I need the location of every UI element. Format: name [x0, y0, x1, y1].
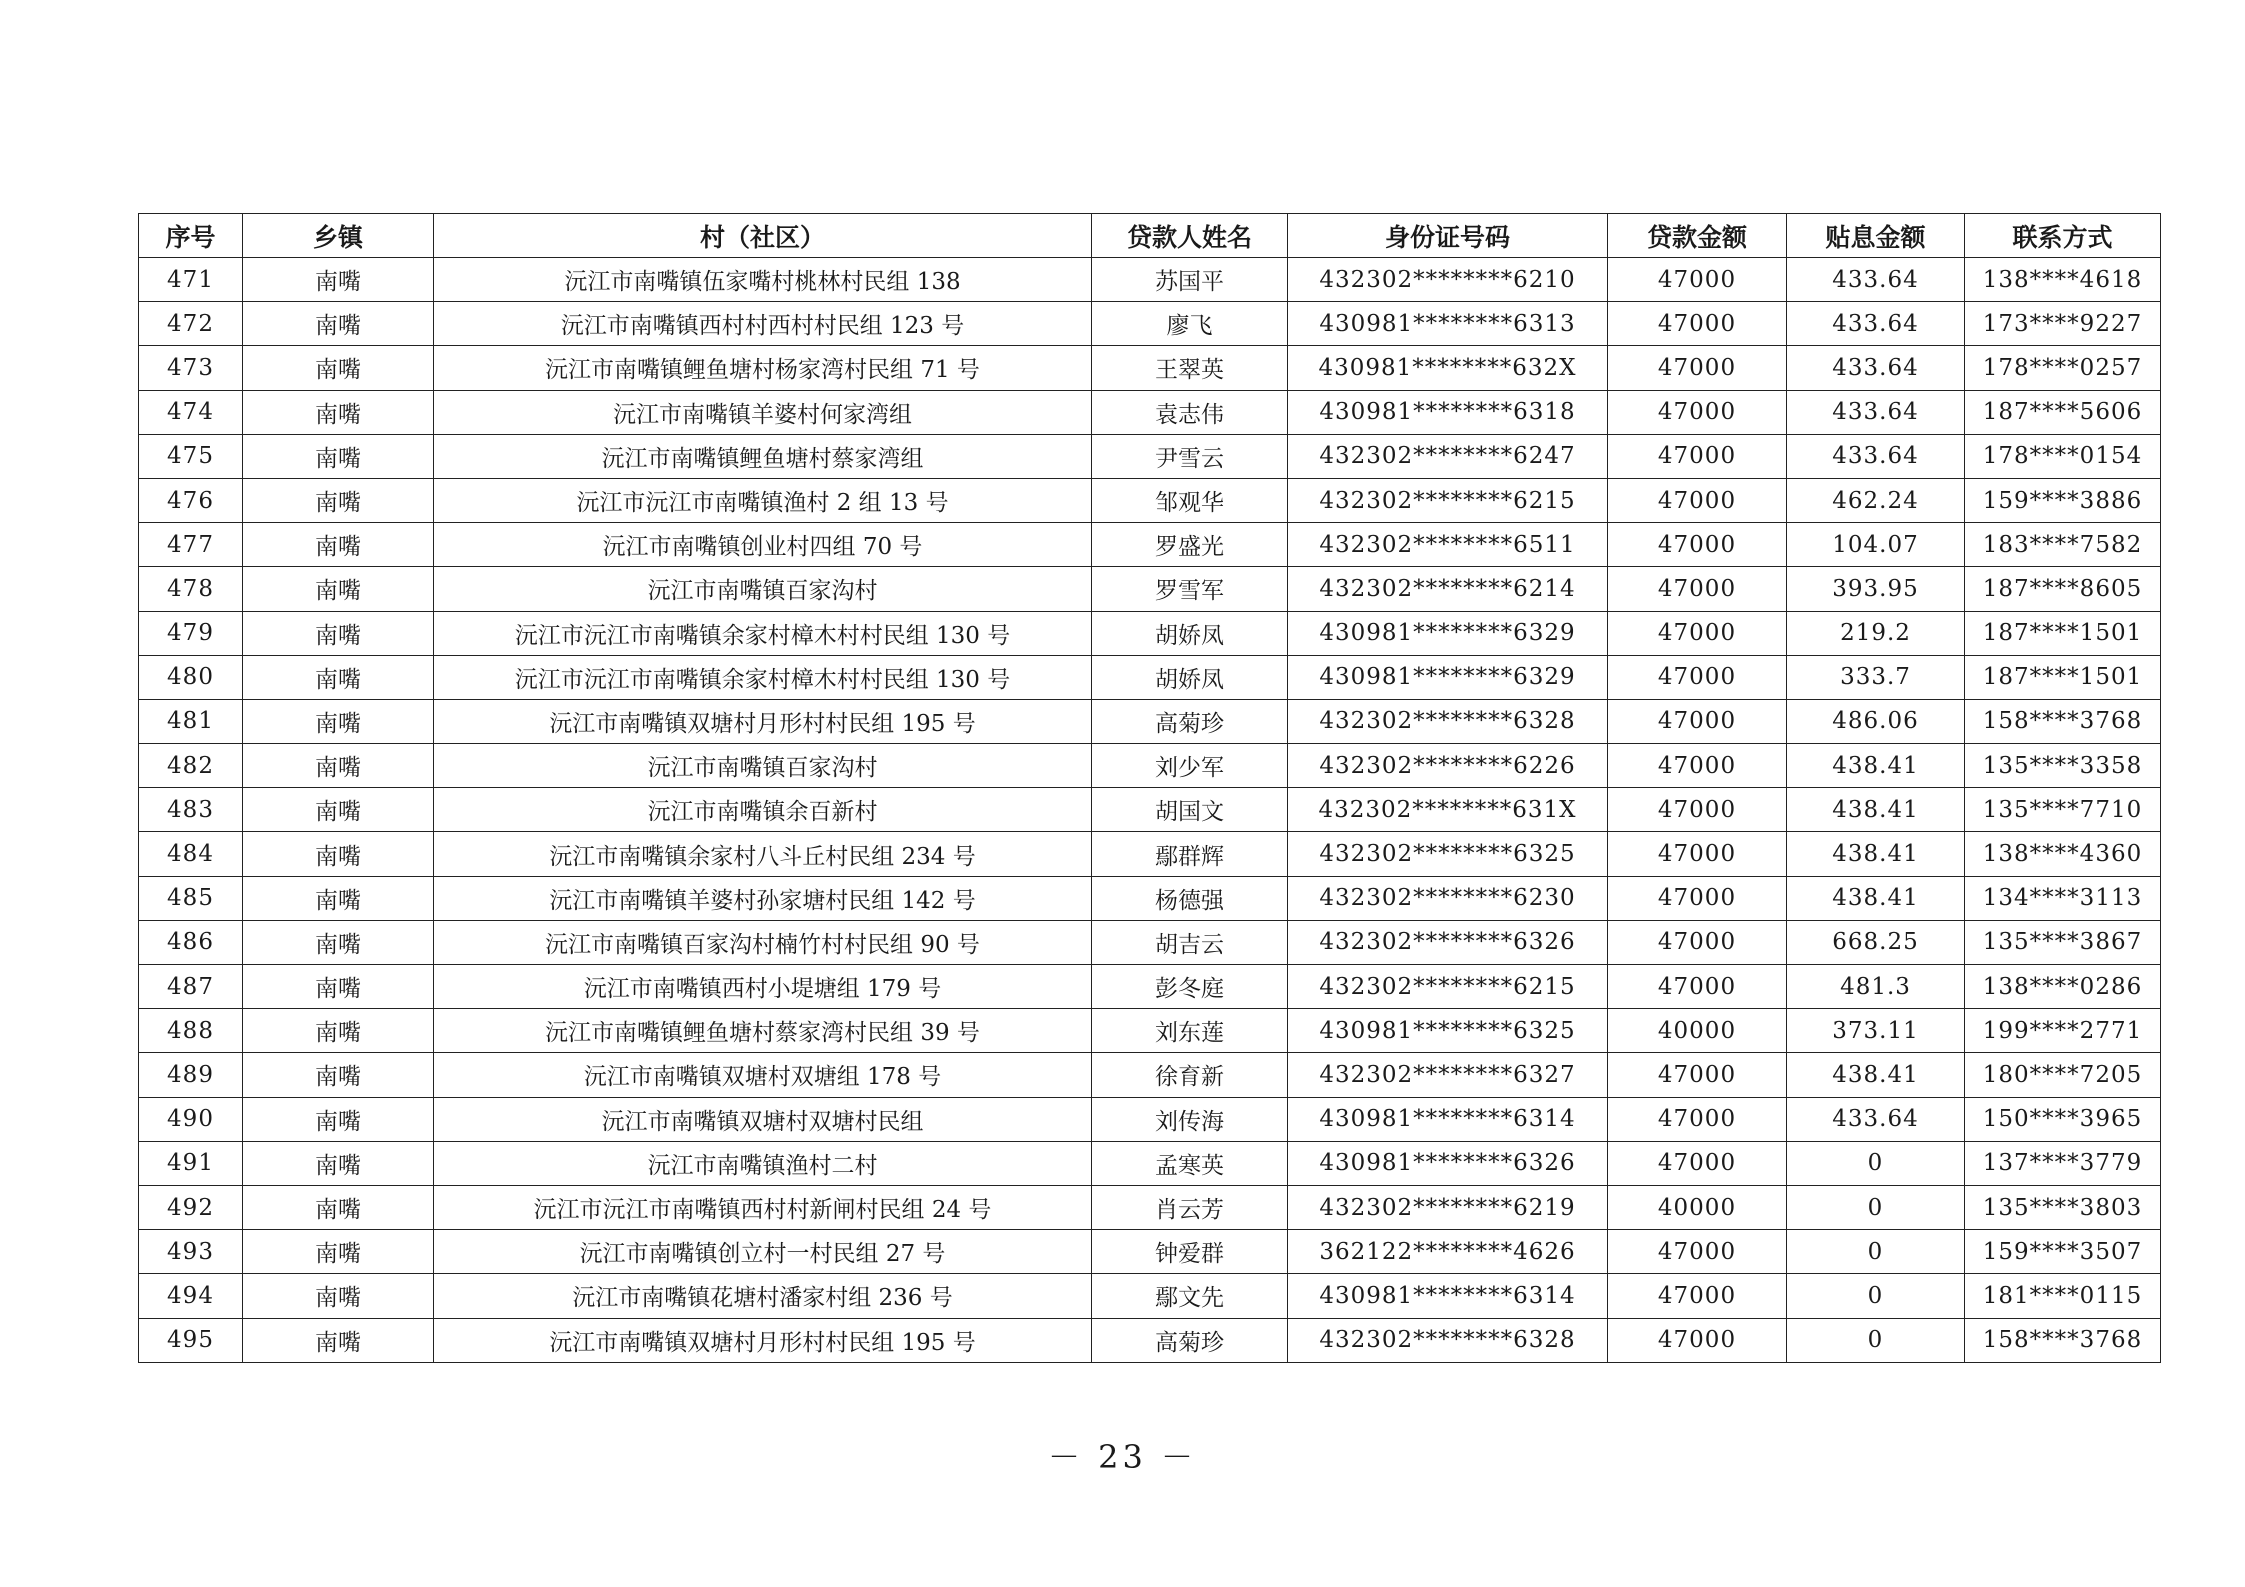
cell-contact: 159****3507: [1965, 1230, 2161, 1274]
table-row: [139, 1097, 2161, 1141]
table-row: [139, 1009, 2161, 1053]
cell-borrower-name: 廖飞: [1092, 302, 1288, 346]
cell-borrower-name: 胡娇凤: [1092, 655, 1288, 699]
cell-village: 沅江市南嘴镇鲤鱼塘村蔡家湾组: [434, 434, 1092, 478]
cell-contact: 150****3965: [1965, 1097, 2161, 1141]
cell-subsidy-amount: 0: [1787, 1274, 1965, 1318]
cell-serial: 483: [139, 788, 243, 832]
cell-borrower-name: 高菊珍: [1092, 699, 1288, 743]
cell-contact: 135****7710: [1965, 788, 2161, 832]
cell-serial: 487: [139, 965, 243, 1009]
cell-township: 南嘴: [243, 699, 434, 743]
cell-serial: 488: [139, 1009, 243, 1053]
cell-village: 沅江市南嘴镇羊婆村何家湾组: [434, 390, 1092, 434]
cell-village: 沅江市沅江市南嘴镇西村村新闸村民组 24 号: [434, 1185, 1092, 1229]
cell-contact: 180****7205: [1965, 1053, 2161, 1097]
cell-township: 南嘴: [243, 1185, 434, 1229]
table-header: [139, 214, 2161, 258]
cell-contact: 134****3113: [1965, 876, 2161, 920]
table-row: [139, 920, 2161, 964]
table-row: [139, 1053, 2161, 1097]
header-borrower-name: 贷款人姓名: [1092, 214, 1288, 258]
cell-loan-amount: 47000: [1608, 965, 1787, 1009]
header-id-number: 身份证号码: [1288, 214, 1608, 258]
cell-loan-amount: 40000: [1608, 1009, 1787, 1053]
cell-contact: 187****1501: [1965, 611, 2161, 655]
table-row: [139, 523, 2161, 567]
cell-contact: 178****0154: [1965, 434, 2161, 478]
cell-contact: 135****3803: [1965, 1185, 2161, 1229]
cell-loan-amount: 47000: [1608, 478, 1787, 522]
cell-loan-amount: 47000: [1608, 567, 1787, 611]
cell-township: 南嘴: [243, 434, 434, 478]
cell-loan-amount: 47000: [1608, 920, 1787, 964]
cell-township: 南嘴: [243, 655, 434, 699]
cell-subsidy-amount: 433.64: [1787, 258, 1965, 302]
cell-id-number: 432302********6214: [1288, 567, 1608, 611]
cell-id-number: 432302********6328: [1288, 1318, 1608, 1362]
cell-loan-amount: 47000: [1608, 1097, 1787, 1141]
loan-subsidy-table: [138, 213, 2161, 1363]
cell-loan-amount: 40000: [1608, 1185, 1787, 1229]
cell-township: 南嘴: [243, 611, 434, 655]
table-row: [139, 876, 2161, 920]
cell-borrower-name: 钟爱群: [1092, 1230, 1288, 1274]
cell-loan-amount: 47000: [1608, 302, 1787, 346]
cell-borrower-name: 胡国文: [1092, 788, 1288, 832]
cell-village: 沅江市南嘴镇鲤鱼塘村蔡家湾村民组 39 号: [434, 1009, 1092, 1053]
cell-id-number: 432302********6226: [1288, 744, 1608, 788]
cell-contact: 135****3358: [1965, 744, 2161, 788]
cell-id-number: 432302********6247: [1288, 434, 1608, 478]
table-row: [139, 832, 2161, 876]
cell-borrower-name: 邹观华: [1092, 478, 1288, 522]
cell-township: 南嘴: [243, 302, 434, 346]
cell-loan-amount: 47000: [1608, 832, 1787, 876]
cell-contact: 138****4618: [1965, 258, 2161, 302]
cell-contact: 187****5606: [1965, 390, 2161, 434]
cell-subsidy-amount: 433.64: [1787, 1097, 1965, 1141]
cell-borrower-name: 鄢文先: [1092, 1274, 1288, 1318]
table-row: [139, 744, 2161, 788]
cell-village: 沅江市沅江市南嘴镇渔村 2 组 13 号: [434, 478, 1092, 522]
cell-township: 南嘴: [243, 1097, 434, 1141]
cell-serial: 485: [139, 876, 243, 920]
cell-id-number: 432302********6219: [1288, 1185, 1608, 1229]
cell-serial: 476: [139, 478, 243, 522]
cell-village: 沅江市南嘴镇创业村四组 70 号: [434, 523, 1092, 567]
cell-contact: 159****3886: [1965, 478, 2161, 522]
table-row: [139, 567, 2161, 611]
cell-loan-amount: 47000: [1608, 1053, 1787, 1097]
cell-subsidy-amount: 481.3: [1787, 965, 1965, 1009]
table-row: [139, 788, 2161, 832]
cell-id-number: 432302********6230: [1288, 876, 1608, 920]
cell-serial: 495: [139, 1318, 243, 1362]
cell-id-number: 430981********6326: [1288, 1141, 1608, 1185]
table-row: [139, 1141, 2161, 1185]
cell-subsidy-amount: 438.41: [1787, 788, 1965, 832]
cell-subsidy-amount: 668.25: [1787, 920, 1965, 964]
cell-borrower-name: 鄢群辉: [1092, 832, 1288, 876]
cell-village: 沅江市南嘴镇百家沟村楠竹村村民组 90 号: [434, 920, 1092, 964]
table-row: [139, 1185, 2161, 1229]
table-row: [139, 655, 2161, 699]
cell-loan-amount: 47000: [1608, 523, 1787, 567]
cell-id-number: 432302********6511: [1288, 523, 1608, 567]
cell-id-number: 432302********6210: [1288, 258, 1608, 302]
cell-village: 沅江市南嘴镇双塘村双塘组 178 号: [434, 1053, 1092, 1097]
cell-id-number: 432302********6327: [1288, 1053, 1608, 1097]
cell-contact: 138****4360: [1965, 832, 2161, 876]
cell-village: 沅江市南嘴镇双塘村月形村村民组 195 号: [434, 699, 1092, 743]
cell-borrower-name: 高菊珍: [1092, 1318, 1288, 1362]
cell-borrower-name: 胡吉云: [1092, 920, 1288, 964]
cell-borrower-name: 刘东莲: [1092, 1009, 1288, 1053]
cell-township: 南嘴: [243, 788, 434, 832]
cell-id-number: 362122********4626: [1288, 1230, 1608, 1274]
cell-serial: 492: [139, 1185, 243, 1229]
cell-township: 南嘴: [243, 390, 434, 434]
cell-borrower-name: 胡娇凤: [1092, 611, 1288, 655]
cell-loan-amount: 47000: [1608, 1274, 1787, 1318]
table-row: [139, 1230, 2161, 1274]
cell-township: 南嘴: [243, 744, 434, 788]
cell-township: 南嘴: [243, 1230, 434, 1274]
cell-subsidy-amount: 438.41: [1787, 876, 1965, 920]
cell-subsidy-amount: 433.64: [1787, 346, 1965, 390]
cell-serial: 486: [139, 920, 243, 964]
cell-id-number: 432302********6325: [1288, 832, 1608, 876]
cell-serial: 484: [139, 832, 243, 876]
cell-serial: 479: [139, 611, 243, 655]
cell-subsidy-amount: 462.24: [1787, 478, 1965, 522]
cell-borrower-name: 罗盛光: [1092, 523, 1288, 567]
cell-township: 南嘴: [243, 1274, 434, 1318]
cell-loan-amount: 47000: [1608, 655, 1787, 699]
cell-loan-amount: 47000: [1608, 258, 1787, 302]
page-number: － 23 －: [1047, 1438, 1198, 1476]
cell-serial: 482: [139, 744, 243, 788]
table-row: [139, 302, 2161, 346]
cell-serial: 477: [139, 523, 243, 567]
cell-borrower-name: 苏国平: [1092, 258, 1288, 302]
cell-serial: 471: [139, 258, 243, 302]
header-subsidy-amount: 贴息金额: [1787, 214, 1965, 258]
cell-village: 沅江市南嘴镇双塘村月形村村民组 195 号: [434, 1318, 1092, 1362]
cell-subsidy-amount: 433.64: [1787, 434, 1965, 478]
cell-village: 沅江市南嘴镇西村小堤塘组 179 号: [434, 965, 1092, 1009]
cell-subsidy-amount: 486.06: [1787, 699, 1965, 743]
cell-township: 南嘴: [243, 1141, 434, 1185]
cell-loan-amount: 47000: [1608, 390, 1787, 434]
cell-borrower-name: 罗雪军: [1092, 567, 1288, 611]
cell-id-number: 432302********6328: [1288, 699, 1608, 743]
cell-id-number: 430981********6329: [1288, 655, 1608, 699]
cell-loan-amount: 47000: [1608, 699, 1787, 743]
cell-loan-amount: 47000: [1608, 1318, 1787, 1362]
table-row: [139, 258, 2161, 302]
cell-loan-amount: 47000: [1608, 346, 1787, 390]
cell-township: 南嘴: [243, 258, 434, 302]
cell-village: 沅江市南嘴镇余百新村: [434, 788, 1092, 832]
cell-borrower-name: 尹雪云: [1092, 434, 1288, 478]
cell-borrower-name: 王翠英: [1092, 346, 1288, 390]
cell-village: 沅江市南嘴镇创立村一村民组 27 号: [434, 1230, 1092, 1274]
cell-subsidy-amount: 104.07: [1787, 523, 1965, 567]
cell-contact: 187****8605: [1965, 567, 2161, 611]
cell-subsidy-amount: 0: [1787, 1230, 1965, 1274]
cell-subsidy-amount: 433.64: [1787, 302, 1965, 346]
cell-subsidy-amount: 373.11: [1787, 1009, 1965, 1053]
cell-subsidy-amount: 438.41: [1787, 744, 1965, 788]
cell-village: 沅江市南嘴镇渔村二村: [434, 1141, 1092, 1185]
cell-township: 南嘴: [243, 876, 434, 920]
table-row: [139, 699, 2161, 743]
cell-village: 沅江市南嘴镇西村村西村村民组 123 号: [434, 302, 1092, 346]
cell-subsidy-amount: 219.2: [1787, 611, 1965, 655]
cell-id-number: 432302********6215: [1288, 965, 1608, 1009]
header-row: [139, 214, 2161, 258]
cell-serial: 473: [139, 346, 243, 390]
cell-village: 沅江市南嘴镇羊婆村孙家塘村民组 142 号: [434, 876, 1092, 920]
cell-borrower-name: 刘传海: [1092, 1097, 1288, 1141]
cell-borrower-name: 徐育新: [1092, 1053, 1288, 1097]
cell-contact: 158****3768: [1965, 699, 2161, 743]
cell-loan-amount: 47000: [1608, 611, 1787, 655]
cell-id-number: 430981********6313: [1288, 302, 1608, 346]
cell-id-number: 430981********6314: [1288, 1097, 1608, 1141]
table-row: [139, 611, 2161, 655]
cell-subsidy-amount: 438.41: [1787, 832, 1965, 876]
table-body: [139, 258, 2161, 1363]
cell-township: 南嘴: [243, 567, 434, 611]
header-loan-amount: 贷款金额: [1608, 214, 1787, 258]
cell-township: 南嘴: [243, 523, 434, 567]
cell-id-number: 430981********6329: [1288, 611, 1608, 655]
cell-loan-amount: 47000: [1608, 876, 1787, 920]
cell-serial: 494: [139, 1274, 243, 1318]
cell-borrower-name: 彭冬庭: [1092, 965, 1288, 1009]
cell-village: 沅江市南嘴镇伍家嘴村桃林村民组 138: [434, 258, 1092, 302]
cell-loan-amount: 47000: [1608, 1141, 1787, 1185]
cell-contact: 158****3768: [1965, 1318, 2161, 1362]
cell-village: 沅江市南嘴镇鲤鱼塘村杨家湾村民组 71 号: [434, 346, 1092, 390]
table-row: [139, 965, 2161, 1009]
cell-township: 南嘴: [243, 346, 434, 390]
cell-village: 沅江市南嘴镇双塘村双塘村民组: [434, 1097, 1092, 1141]
cell-serial: 472: [139, 302, 243, 346]
cell-contact: 138****0286: [1965, 965, 2161, 1009]
cell-loan-amount: 47000: [1608, 1230, 1787, 1274]
cell-id-number: 430981********632X: [1288, 346, 1608, 390]
cell-contact: 183****7582: [1965, 523, 2161, 567]
cell-subsidy-amount: 333.7: [1787, 655, 1965, 699]
cell-id-number: 432302********6215: [1288, 478, 1608, 522]
cell-serial: 490: [139, 1097, 243, 1141]
cell-loan-amount: 47000: [1608, 434, 1787, 478]
cell-loan-amount: 47000: [1608, 744, 1787, 788]
cell-borrower-name: 肖云芳: [1092, 1185, 1288, 1229]
table-row: [139, 390, 2161, 434]
cell-serial: 475: [139, 434, 243, 478]
cell-township: 南嘴: [243, 920, 434, 964]
table-row: [139, 434, 2161, 478]
cell-village: 沅江市南嘴镇花塘村潘家村组 236 号: [434, 1274, 1092, 1318]
cell-township: 南嘴: [243, 1053, 434, 1097]
cell-borrower-name: 杨德强: [1092, 876, 1288, 920]
header-serial: 序号: [139, 214, 243, 258]
cell-id-number: 432302********631X: [1288, 788, 1608, 832]
table-row: [139, 478, 2161, 522]
cell-subsidy-amount: 0: [1787, 1185, 1965, 1229]
header-contact: 联系方式: [1965, 214, 2161, 258]
cell-serial: 474: [139, 390, 243, 434]
cell-subsidy-amount: 0: [1787, 1141, 1965, 1185]
cell-serial: 491: [139, 1141, 243, 1185]
cell-serial: 489: [139, 1053, 243, 1097]
cell-township: 南嘴: [243, 965, 434, 1009]
cell-subsidy-amount: 0: [1787, 1318, 1965, 1362]
cell-subsidy-amount: 438.41: [1787, 1053, 1965, 1097]
cell-township: 南嘴: [243, 1009, 434, 1053]
cell-subsidy-amount: 393.95: [1787, 567, 1965, 611]
cell-contact: 173****9227: [1965, 302, 2161, 346]
cell-village: 沅江市南嘴镇百家沟村: [434, 744, 1092, 788]
cell-township: 南嘴: [243, 1318, 434, 1362]
cell-contact: 199****2771: [1965, 1009, 2161, 1053]
cell-subsidy-amount: 433.64: [1787, 390, 1965, 434]
table-row: [139, 1318, 2161, 1362]
cell-id-number: 430981********6325: [1288, 1009, 1608, 1053]
cell-village: 沅江市南嘴镇百家沟村: [434, 567, 1092, 611]
cell-serial: 478: [139, 567, 243, 611]
table-row: [139, 346, 2161, 390]
cell-village: 沅江市沅江市南嘴镇余家村樟木村村民组 130 号: [434, 611, 1092, 655]
cell-contact: 137****3779: [1965, 1141, 2161, 1185]
cell-contact: 187****1501: [1965, 655, 2161, 699]
cell-borrower-name: 袁志伟: [1092, 390, 1288, 434]
cell-contact: 181****0115: [1965, 1274, 2161, 1318]
cell-village: 沅江市南嘴镇余家村八斗丘村民组 234 号: [434, 832, 1092, 876]
cell-borrower-name: 刘少军: [1092, 744, 1288, 788]
cell-id-number: 430981********6318: [1288, 390, 1608, 434]
cell-village: 沅江市沅江市南嘴镇余家村樟木村村民组 130 号: [434, 655, 1092, 699]
cell-id-number: 430981********6314: [1288, 1274, 1608, 1318]
cell-serial: 493: [139, 1230, 243, 1274]
cell-id-number: 432302********6326: [1288, 920, 1608, 964]
cell-loan-amount: 47000: [1608, 788, 1787, 832]
cell-borrower-name: 孟寒英: [1092, 1141, 1288, 1185]
table-row: [139, 1274, 2161, 1318]
header-village: 村（社区）: [434, 214, 1092, 258]
cell-serial: 480: [139, 655, 243, 699]
header-township: 乡镇: [243, 214, 434, 258]
cell-contact: 135****3867: [1965, 920, 2161, 964]
cell-township: 南嘴: [243, 478, 434, 522]
cell-township: 南嘴: [243, 832, 434, 876]
cell-contact: 178****0257: [1965, 346, 2161, 390]
cell-serial: 481: [139, 699, 243, 743]
